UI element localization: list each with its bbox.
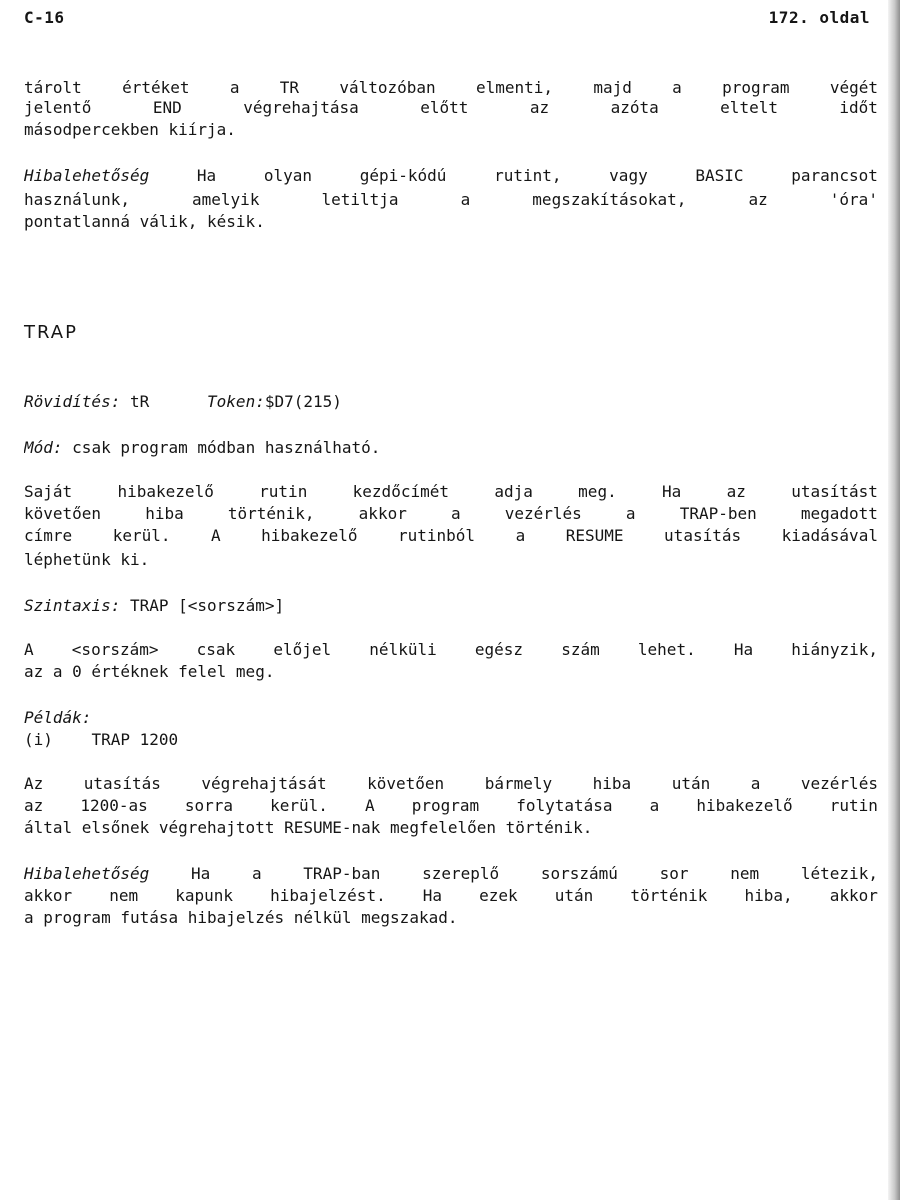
- description-line-3: [24, 526, 878, 546]
- word: történik: [630, 886, 708, 905]
- word: létezik,: [800, 864, 878, 883]
- word: nélküli: [369, 640, 437, 659]
- word: előtt: [420, 98, 469, 117]
- word: kezdőcímét: [352, 482, 449, 501]
- word: szám: [561, 640, 600, 659]
- word: rutin: [829, 796, 878, 815]
- word: után: [554, 886, 594, 905]
- mode-value: csak program módban használható.: [72, 438, 381, 457]
- word: a: [515, 526, 526, 545]
- word: hiba: [145, 504, 184, 523]
- warning-1-line-1: [24, 166, 878, 186]
- word: megadott: [800, 504, 878, 523]
- word: <sorszám>: [71, 640, 159, 659]
- word: program: [411, 796, 480, 815]
- example-description-line-2: [24, 796, 878, 816]
- word: Ha: [662, 482, 682, 501]
- word: Ha: [196, 166, 217, 185]
- word: értéket: [122, 78, 190, 97]
- syntax-value: TRAP [<sorszám>]: [129, 596, 285, 615]
- word: változóban: [339, 78, 436, 97]
- word: meg.: [578, 482, 617, 501]
- word: rutint,: [494, 166, 562, 185]
- word: parancsot: [791, 166, 878, 185]
- warning-1-line-2: [24, 190, 878, 210]
- word: A: [364, 796, 375, 815]
- word: megszakításokat,: [532, 190, 687, 209]
- word: Saját: [24, 482, 73, 501]
- word: tárolt: [24, 78, 82, 97]
- example-description-line-1: [24, 774, 878, 794]
- word: szereplő: [422, 864, 500, 883]
- word: végrehajtása: [243, 98, 359, 117]
- word: végrehajtását: [201, 774, 327, 793]
- word: végét: [829, 78, 878, 97]
- page-number: 172. oldal: [768, 8, 870, 27]
- word: vagy: [609, 166, 648, 185]
- word: az: [748, 190, 768, 209]
- word: vezérlés: [800, 774, 878, 793]
- word: sorszámú: [540, 864, 618, 883]
- parameter-line-1: [24, 640, 878, 660]
- word: időt: [839, 98, 878, 117]
- intro-line-3: másodpercekben kiírja.: [24, 120, 236, 139]
- example-number: (i): [24, 730, 53, 749]
- description-line-4: léphetünk ki.: [24, 550, 150, 569]
- section-code: C-16: [24, 8, 65, 27]
- word: kerül.: [112, 526, 171, 545]
- warning-2-line-3: a program futása hibajelzés nélkül megszakad.: [24, 908, 458, 927]
- word: elmenti,: [475, 78, 554, 97]
- word: a: [750, 774, 761, 793]
- word: RESUME: [565, 526, 624, 545]
- word: jelentő: [24, 98, 92, 117]
- word: a: [460, 190, 471, 209]
- word: BASIC: [695, 166, 744, 185]
- word: akkor: [358, 504, 407, 523]
- section-heading: TRAP: [24, 322, 78, 343]
- token-value: $D7(215): [264, 392, 342, 411]
- word: Ha: [733, 640, 754, 659]
- word: akkor: [829, 886, 878, 905]
- word: program: [722, 78, 790, 97]
- word: kapunk: [175, 886, 234, 905]
- word: címre: [24, 526, 73, 545]
- word: TR: [279, 78, 300, 97]
- word: utasítás: [664, 526, 742, 545]
- word: A: [211, 526, 221, 545]
- word: Ha: [190, 864, 211, 883]
- word: 1200-as: [80, 796, 148, 815]
- word: hibakezelő: [117, 482, 214, 501]
- abbreviation-line: [24, 392, 878, 412]
- examples-label: Példák:: [24, 708, 92, 727]
- word: hibakezelő: [696, 796, 793, 815]
- word: egész: [474, 640, 524, 659]
- warning-2-line-2: [24, 886, 878, 906]
- warning-1-line-3: pontatlanná válik, késik.: [24, 212, 265, 231]
- example-1: [24, 730, 878, 750]
- word: utasítás: [83, 774, 161, 793]
- word: majd: [593, 78, 632, 97]
- word: az: [726, 482, 746, 501]
- word: hiba,: [744, 886, 793, 905]
- token-label: Token:: [207, 392, 265, 411]
- example-code: TRAP 1200: [91, 730, 179, 749]
- word: rutinból: [398, 526, 476, 545]
- warning-2-label: Hibalehetőség: [24, 864, 150, 883]
- word: utasítást: [791, 482, 878, 501]
- word: hiányzik,: [791, 640, 878, 659]
- word: ezek: [479, 886, 518, 905]
- warning-2-line-1: [24, 864, 878, 884]
- syntax-label: Szintaxis:: [24, 596, 121, 615]
- word: a: [450, 504, 461, 523]
- example-description-line-3: által elsőnek végrehajtott RESUME-nak megfelelően történik.: [24, 818, 593, 837]
- word: azóta: [610, 98, 659, 117]
- word: bármely: [484, 774, 553, 793]
- word: az: [24, 796, 44, 815]
- word: a: [672, 78, 682, 97]
- mode-label: Mód:: [24, 438, 63, 457]
- word: amelyik: [192, 190, 260, 209]
- word: letiltja: [321, 190, 399, 209]
- word: rutin: [259, 482, 308, 501]
- word: eltelt: [720, 98, 778, 117]
- word: lehet.: [637, 640, 696, 659]
- word: TRAP-ben: [679, 504, 757, 523]
- word: követően: [24, 504, 102, 523]
- word: 'óra': [829, 190, 878, 209]
- word: sorra: [184, 796, 234, 815]
- word: hibajelzést.: [270, 886, 386, 905]
- word: vezérlés: [504, 504, 582, 523]
- word: END: [152, 98, 182, 117]
- word: Ha: [422, 886, 443, 905]
- word: Az: [24, 774, 44, 793]
- word: a: [251, 864, 262, 883]
- word: a: [625, 504, 636, 523]
- word: olyan: [263, 166, 313, 185]
- abbreviation-label: Rövidítés:: [24, 392, 121, 411]
- word: történik,: [227, 504, 315, 523]
- word: követően: [367, 774, 445, 793]
- intro-line-1: [24, 78, 878, 98]
- word: adja: [494, 482, 533, 501]
- mode-line: [24, 438, 878, 458]
- description-line-1: [24, 482, 878, 502]
- word: nem: [730, 864, 760, 883]
- word: hiba: [592, 774, 632, 793]
- page-edge-shadow: [888, 0, 900, 1200]
- word: hibakezelő: [261, 526, 358, 545]
- word: csak: [196, 640, 236, 659]
- word: kerül.: [270, 796, 328, 815]
- word: A: [24, 640, 34, 659]
- word: folytatása: [516, 796, 613, 815]
- parameter-line-2: az a 0 értéknek felel meg.: [24, 662, 275, 681]
- word: sor: [659, 864, 689, 883]
- description-line-2: [24, 504, 878, 524]
- word: használunk,: [24, 190, 130, 209]
- word: az: [529, 98, 550, 117]
- intro-line-2: [24, 98, 878, 118]
- word: gépi-kódú: [359, 166, 447, 185]
- word: TRAP-ban: [303, 864, 381, 883]
- syntax-line: [24, 596, 878, 616]
- word: után: [671, 774, 711, 793]
- word: a: [229, 78, 240, 97]
- word: akkor: [24, 886, 73, 905]
- warning-1-label: Hibalehetőség: [24, 166, 150, 185]
- word: nem: [109, 886, 139, 905]
- word: előjel: [273, 640, 332, 659]
- word: kiadásával: [781, 526, 878, 545]
- abbreviation-value: tR: [129, 392, 150, 411]
- word: a: [649, 796, 660, 815]
